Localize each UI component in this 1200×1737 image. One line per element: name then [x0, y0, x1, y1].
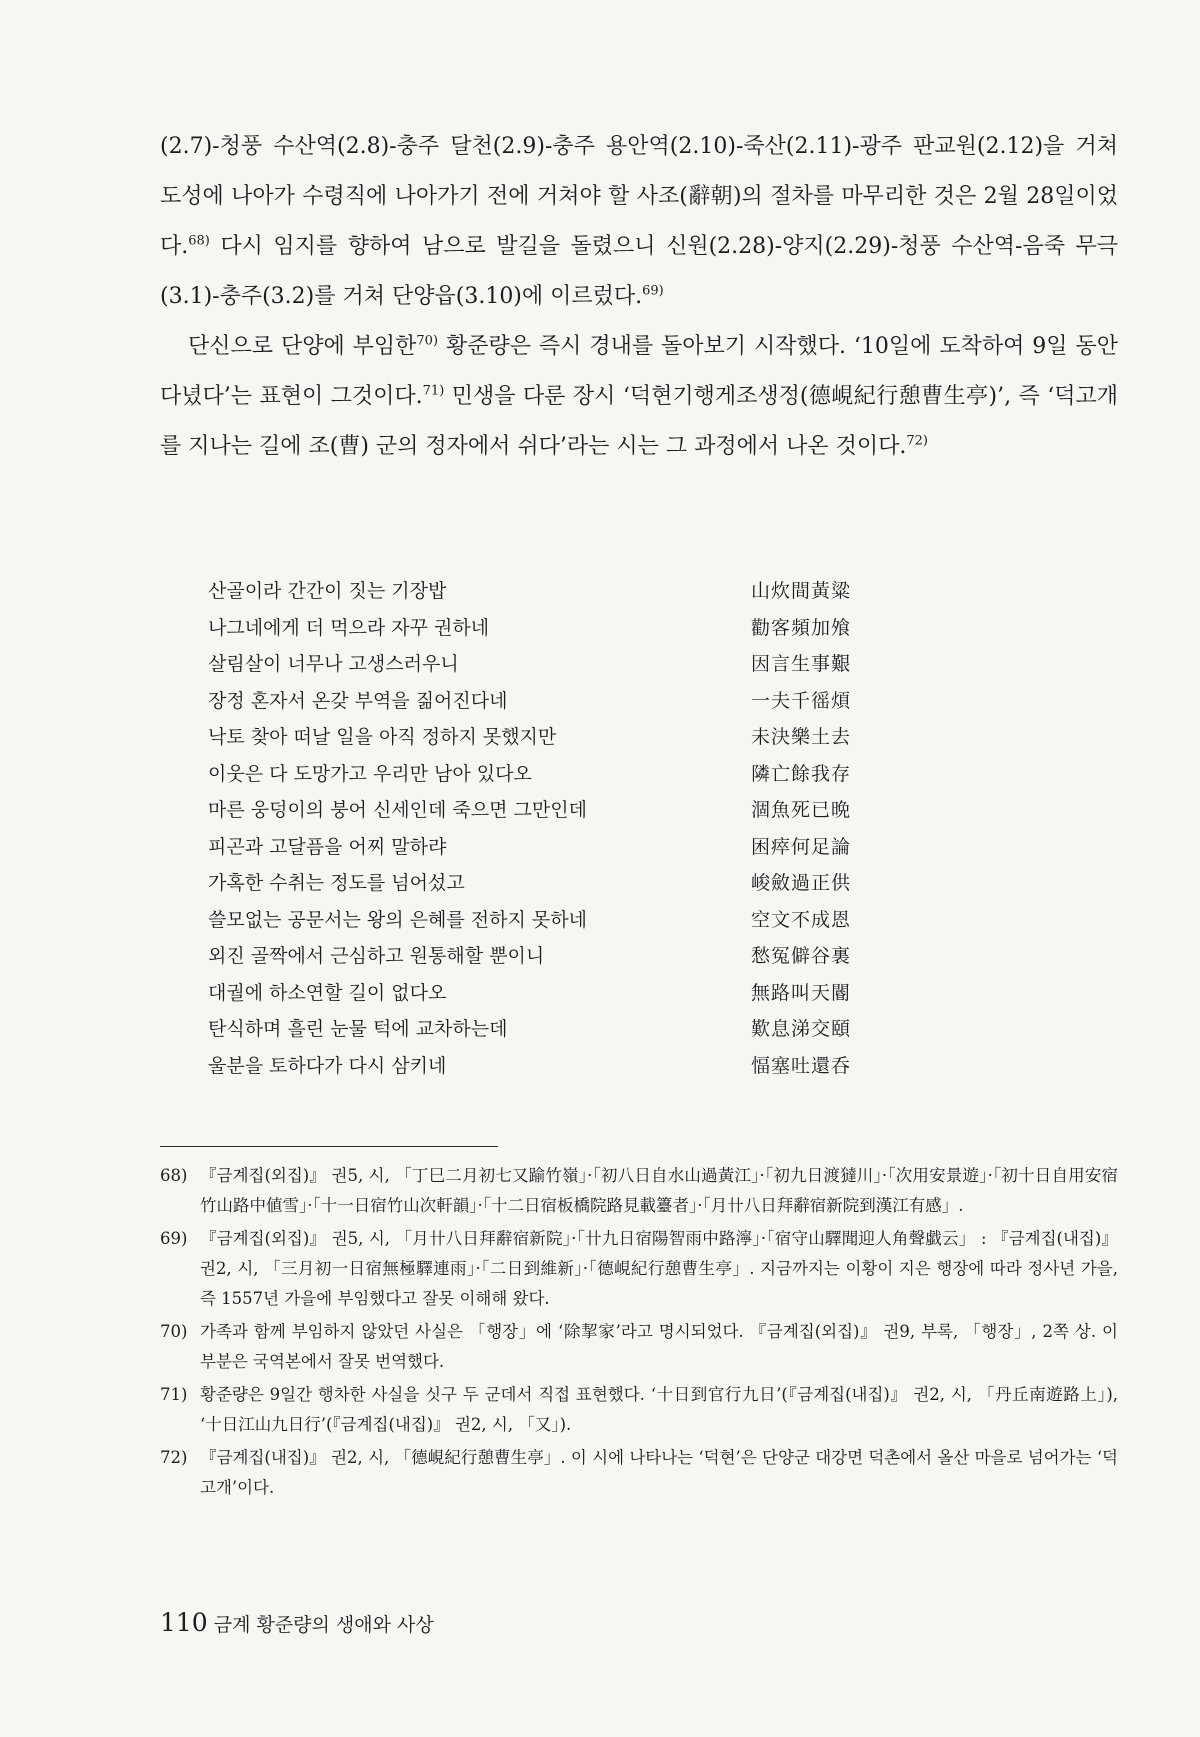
poem-hanja: 一夫千徭煩	[751, 689, 852, 712]
page-footer	[160, 1608, 434, 1637]
poem-korean: 가혹한 수취는 정도를 넘어섰고	[208, 872, 465, 894]
paragraph-2-text-a: 단신으로 단양에 부임한	[188, 334, 417, 359]
footnote-ref-68: 68)	[188, 233, 210, 249]
poem-line	[208, 978, 908, 1015]
poem-korean: 탄식하며 흘린 눈물 턱에 교차하는데	[208, 1018, 508, 1040]
poem-hanja: 愊塞吐還呑	[751, 1054, 852, 1077]
footnote-ref-72: 72)	[906, 433, 929, 449]
poem-line	[208, 686, 908, 723]
footnote-ref-70: 70)	[416, 333, 439, 349]
poem-hanja: 山炊間黃粱	[751, 580, 852, 602]
poem-line	[208, 832, 908, 869]
footnote-text: 가족과 함께 부임하지 않았던 사실은 「행장」에 ‘除挈家’라고 명시되었다. 『금계집(외집)』 권9, 부록, 「행장」, 2쪽 상. 이 부분은 국역본에서 잘못 번역했다.	[200, 1322, 1118, 1371]
poem	[208, 576, 908, 1087]
poem-korean: 산골이라 간간이 짓는 기장밥	[208, 580, 447, 602]
page-number: 110	[160, 1608, 208, 1637]
poem-hanja: 因言生事艱	[751, 653, 852, 675]
paragraph-1-text-b: 다시 임지를 향하여 남으로 발길을 돌렸으니 신원(2.28)-양지(2.29)-청풍 수산역-음죽 무극(3.1)-충주(3.2)를 거쳐 단양읍(3.10)에 이르렀다.	[160, 234, 1118, 309]
poem-hanja: 未決樂土去	[751, 726, 852, 748]
poem-hanja: 愁冤僻谷裏	[751, 945, 852, 967]
footnote	[160, 1224, 1118, 1314]
poem-korean: 울분을 토하다가 다시 삼키네	[208, 1054, 447, 1077]
footnote	[160, 1317, 1118, 1377]
poem-hanja: 困瘁何足論	[751, 835, 852, 858]
poem-line	[208, 649, 908, 686]
footnote-number: 69)	[160, 1229, 188, 1248]
poem-hanja: 峻斂過正供	[751, 872, 852, 894]
paragraph-2-text-c: 민생을 다룬 장시 ‘덕현기행게조생정(德峴紀行憩曹生亭)’, 즉 ‘덕고개를 지나는 길에 조(曹) 군의 정자에서 쉬다’라는 시는 그 과정에서 나온 것이다.	[160, 384, 1118, 459]
poem-line	[208, 759, 908, 796]
poem-line	[208, 941, 908, 978]
poem-korean: 살림살이 너무나 고생스러우니	[208, 653, 459, 675]
footnote-text: 황준량은 9일간 행차한 사실을 싯구 두 군데서 직접 표현했다. ‘十日到官行九日’(『금계집(내집)』 권2, 시, 「丹丘南遊路上」), ‘十日江山九日行’(『금계집(내집)』 권2, 시, 「又」).	[200, 1385, 1118, 1434]
paragraph-2-text-b: 황준량은 즉시 경내를 돌아보기 시작했다. ‘10일에 도착하여 9일 동안 다녔다’는 표현이 그것이다.	[160, 334, 1118, 409]
main-text	[160, 122, 1118, 472]
poem-korean: 나그네에게 더 먹으라 자꾸 권하네	[208, 616, 490, 639]
footnote	[160, 1443, 1118, 1503]
footnote-number: 68)	[160, 1166, 188, 1185]
footnote-text: 『금계집(내집)』 권2, 시, 「德峴紀行憩曹生亭」. 이 시에 나타나는 ‘덕현’은 단양군 대강면 덕촌에서 올산 마을로 넘어가는 ‘덕고개’이다.	[200, 1448, 1118, 1497]
footnote-divider	[160, 1146, 498, 1147]
footnote-ref-69: 69)	[642, 283, 664, 299]
poem-line	[208, 1014, 908, 1051]
poem-hanja: 勸客頻加飧	[751, 616, 852, 639]
poem-line	[208, 868, 908, 905]
poem-line	[208, 905, 908, 942]
poem-hanja: 涸魚死已晩	[751, 799, 852, 821]
footnote-ref-71: 71)	[422, 383, 445, 399]
footnote-text: 『금계집(외집)』 권5, 시, 「丁巳二月初七又踰竹嶺」·「初八日自水山過黃江」·「初九日渡㺚川」·「次用安景遊」·「初十日自用安宿竹山路中値雪」·「十一日宿竹山次軒韻」·「十二日宿板橋院路見載籉者」·「月卄八日拜辭宿新院到漢江有感」.	[200, 1166, 1118, 1215]
paragraph-1	[160, 122, 1118, 322]
poem-korean: 대궐에 하소연할 길이 없다오	[208, 981, 447, 1004]
footnote-number: 71)	[160, 1385, 188, 1404]
poem-hanja: 歎息涕交頤	[751, 1018, 852, 1040]
poem-korean: 장정 혼자서 온갖 부역을 짊어진다네	[208, 689, 508, 712]
poem-korean: 외진 골짝에서 근심하고 원통해할 뿐이니	[208, 945, 545, 967]
paragraph-1-text-a: (2.7)-청풍 수산역(2.8)-충주 달천(2.9)-충주 용안역(2.10)-죽산(2.11)-광주 판교원(2.12)을 거쳐 도성에 나아가 수령직에 나아가기 전에 거쳐야 할 사조(辭朝)의 절차를 마무리한 것은 2월 28일이었다.	[160, 134, 1118, 259]
poem-korean: 쓸모없는 공문서는 왕의 은혜를 전하지 못하네	[208, 908, 587, 931]
poem-line	[208, 722, 908, 759]
poem-line	[208, 576, 908, 613]
poem-hanja: 隣亡餘我存	[751, 762, 852, 785]
poem-hanja: 無路叫天閽	[751, 981, 852, 1004]
footnote	[160, 1161, 1118, 1221]
poem-line	[208, 1051, 908, 1088]
poem-line	[208, 795, 908, 832]
poem-hanja: 空文不成恩	[751, 908, 852, 931]
poem-korean: 마른 웅덩이의 붕어 신세인데 죽으면 그만인데	[208, 799, 587, 821]
poem-korean: 피곤과 고달픔을 어찌 말하랴	[208, 835, 447, 858]
footnotes	[160, 1161, 1118, 1506]
footnote-number: 70)	[160, 1322, 188, 1341]
footnote-number: 72)	[160, 1448, 188, 1467]
poem-line	[208, 613, 908, 650]
book-title: 금계 황준량의 생애와 사상	[213, 1614, 434, 1636]
footnote-text: 『금계집(외집)』 권5, 시, 「月卄八日拜辭宿新院」·「卄九日宿陽智雨中路濘」·「宿守山驛聞迎人角聲戱云」 : 『금계집(내집)』 권2, 시, 「三月初一日宿無極驛連雨」·「二日到維新」·「德峴紀行憩曹生亭」. 지금까지는 이황이 지은 행장에 따라 정사년 가을, 즉 1557년 가을에 부임했다고 잘못 이해해 왔다.	[200, 1229, 1118, 1308]
poem-korean: 이웃은 다 도망가고 우리만 남아 있다오	[208, 762, 532, 785]
paragraph-2	[160, 322, 1118, 472]
poem-korean: 낙토 찾아 떠날 일을 아직 정하지 못했지만	[208, 726, 557, 748]
footnote	[160, 1380, 1118, 1440]
